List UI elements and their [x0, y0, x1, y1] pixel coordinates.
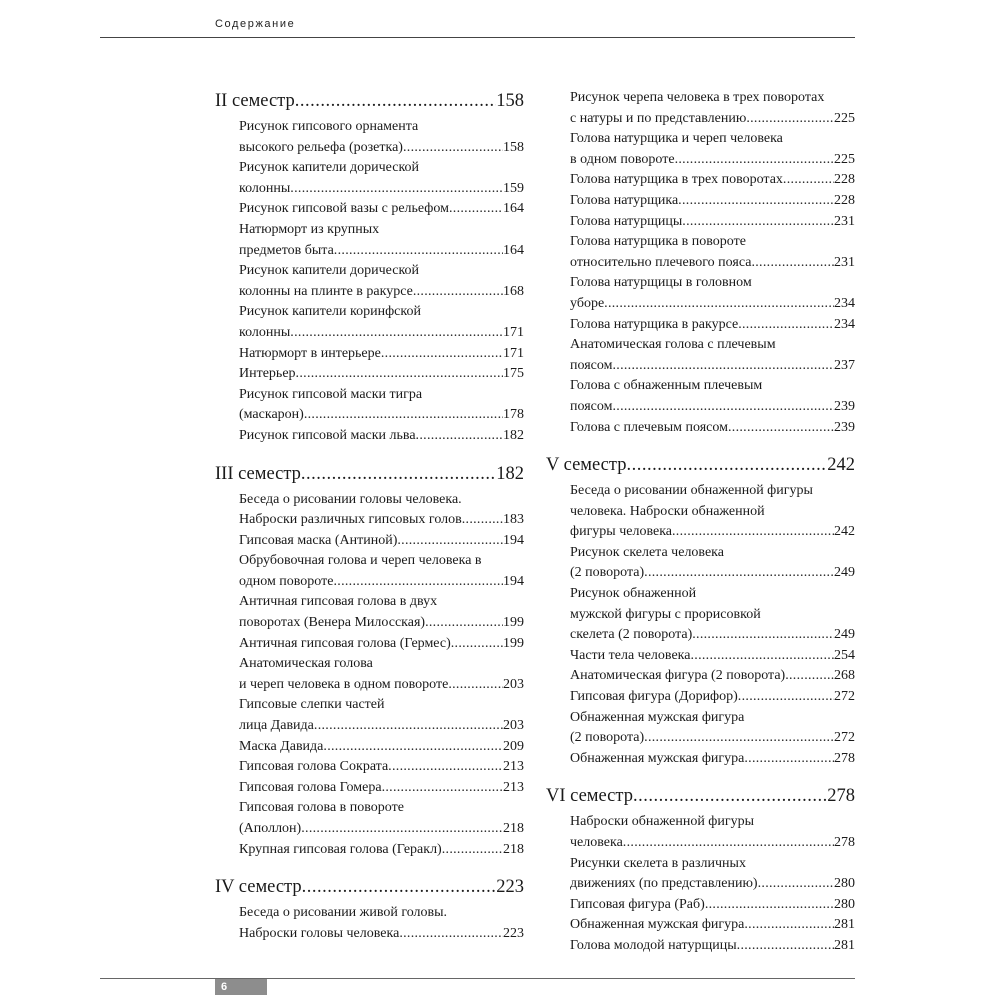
toc-entry-line-text: Античная гипсовая голова (Гермес) — [239, 635, 451, 651]
toc-entry-line — [215, 344, 524, 365]
toc-entry-line-page: 254 — [834, 647, 855, 663]
toc-entry-line — [215, 757, 524, 778]
leader-dots — [416, 426, 503, 447]
toc-entry-line-text: Рисунок гипсового орнамента — [239, 119, 419, 134]
leader-dots — [296, 364, 503, 385]
toc-entry-line-text: Голова с обнаженным плечевым — [570, 378, 763, 394]
toc-entry-line-page: 281 — [834, 917, 855, 933]
toc-entry-line-text: Беседа о рисовании головы человека. — [239, 491, 462, 507]
toc-entry-line-text: и череп человека в одном повороте — [239, 676, 449, 692]
running-header: Содержание — [215, 18, 296, 30]
toc-entry-line-page: 278 — [834, 835, 855, 850]
leader-dots — [397, 531, 503, 552]
toc-entry-line-page: 213 — [503, 759, 524, 775]
toc-entry-line-text: поворотах (Венера Милосская) — [239, 615, 426, 631]
toc-entry-line — [215, 302, 524, 323]
leader-dots — [744, 915, 834, 936]
toc-entry-line — [546, 418, 855, 439]
toc-entry-line — [546, 232, 855, 253]
toc-entry-line-page: 225 — [834, 110, 855, 126]
toc-entry-line-page: 218 — [503, 821, 524, 836]
section-heading-text: V семестр — [546, 455, 627, 476]
toc-entry-line-page: 272 — [834, 689, 855, 705]
toc-entry-line-text: Рисунок скелета человека — [570, 544, 724, 560]
leader-dots — [295, 88, 497, 114]
toc-entry-line-text: Беседа о рисовании обнаженной фигуры — [570, 483, 813, 499]
section-heading — [215, 88, 524, 114]
toc-entry-line-text: Голова натурщицы в головном — [570, 275, 752, 291]
toc-entry-line — [215, 716, 524, 737]
toc-entry-line — [215, 778, 524, 799]
leader-dots — [738, 315, 834, 336]
toc-entry-line-page: 278 — [834, 750, 855, 766]
toc-entry-line-text: Рисунок капители дорической — [239, 160, 420, 176]
toc-entry-line-page: 231 — [834, 213, 855, 229]
toc-entry-line — [215, 220, 524, 241]
toc-entry-line — [546, 749, 855, 770]
toc-entry-line-text: Интерьер — [239, 366, 296, 382]
leader-dots — [382, 778, 503, 799]
toc-entry-line-page: 168 — [503, 283, 524, 299]
toc-entry-line — [546, 129, 855, 150]
toc-entry-line — [215, 737, 524, 758]
page-number: 6 — [215, 979, 267, 995]
toc-entry-line-page: 228 — [834, 172, 855, 188]
toc-entry-line — [546, 833, 855, 854]
leader-dots — [744, 749, 834, 770]
toc-entry-line-text: Голова с плечевым поясом — [570, 419, 728, 435]
toc-entry-line — [546, 481, 855, 502]
leader-dots — [644, 563, 834, 584]
toc-entry-line-page: 231 — [834, 254, 855, 270]
leader-dots — [462, 510, 503, 531]
toc-entry-line — [215, 551, 524, 572]
toc-entry-line-text: Наброски головы человека — [239, 925, 400, 941]
toc-entry-line — [215, 323, 524, 344]
toc-entry-line-text: Крупная гипсовая голова (Геракл) — [239, 841, 442, 857]
leader-dots — [623, 833, 834, 854]
toc-entry-line-page: 239 — [834, 419, 855, 435]
toc-entry-line-text: Голова натурщика и череп человека — [570, 131, 783, 147]
section-heading-page: 223 — [496, 877, 524, 898]
toc-entry-line-page: 183 — [503, 512, 524, 528]
toc-entry-line — [546, 397, 855, 418]
toc-entry-line-text: Обнаженная мужская фигура — [570, 709, 745, 725]
toc-entry-line — [546, 109, 855, 130]
toc-entry-line-page: 249 — [834, 627, 855, 643]
toc-entry-line — [546, 273, 855, 294]
toc-entry-line-text: Наброски обнаженной фигуры — [570, 814, 755, 830]
toc-entry-line-text: высокого рельефа (розетка) — [239, 139, 403, 155]
toc-entry-line-text: Рисунок гипсовой вазы с рельефом — [239, 201, 449, 217]
leader-dots — [399, 924, 503, 945]
toc-entry-line — [546, 253, 855, 274]
section-heading-text: VI семестр — [546, 786, 633, 807]
section-heading — [546, 452, 855, 478]
toc-entry-line — [215, 695, 524, 716]
toc-entry-line-text: Беседа о рисовании живой головы. — [239, 905, 448, 921]
leader-dots — [301, 461, 496, 487]
toc-entry-line — [215, 405, 524, 426]
leader-dots — [692, 625, 834, 646]
toc-entry-line-text: Рисунок черепа человека в трех поворотах — [570, 90, 825, 105]
toc-entry-line-text: Голова натурщика — [570, 192, 679, 208]
toc-entry-line — [215, 385, 524, 406]
toc-entry-line-page: 194 — [503, 532, 524, 548]
section-heading-page: 242 — [827, 455, 855, 476]
toc-entry-line — [546, 895, 855, 916]
section-heading-text: II семестр — [215, 91, 295, 111]
toc-entry-line-page: 281 — [834, 937, 855, 953]
leader-dots — [746, 109, 834, 130]
toc-entry-line — [215, 282, 524, 303]
toc-entry-line — [215, 426, 524, 447]
toc-entry-line-text: Анатомическая голова с плечевым — [570, 337, 776, 353]
toc-right-column — [546, 88, 855, 957]
toc-entry-line — [215, 924, 524, 945]
section-heading — [215, 874, 524, 900]
toc-entry-line-page: 158 — [503, 139, 524, 155]
leader-dots — [612, 356, 834, 377]
section-heading-page: 182 — [496, 463, 524, 484]
toc-entry-line-page: 280 — [834, 876, 855, 892]
leader-dots — [290, 179, 503, 200]
toc-entry-line-page: 175 — [503, 366, 524, 382]
toc-entry-line — [215, 241, 524, 262]
toc-entry-line — [546, 294, 855, 315]
toc-entry-line-text: Голова натурщика в трех поворотах — [570, 172, 783, 188]
toc-entry-line-text: с натуры и по представлению — [570, 110, 747, 126]
toc-entry-line — [546, 150, 855, 171]
toc-entry-line — [215, 613, 524, 634]
toc-entry-line-text: движениях (по представлению) — [570, 876, 758, 892]
toc-entry-line — [546, 708, 855, 729]
toc-entry-line — [215, 179, 524, 200]
toc-entry-line-text: уборе — [570, 295, 605, 311]
toc-entry-line-text: Части тела человека — [570, 647, 691, 663]
toc-entry-line — [546, 88, 855, 109]
toc-entry-line — [215, 654, 524, 675]
toc-entry-line-page: 234 — [834, 316, 855, 332]
toc-entry-line-text: Натюрморт из крупных — [239, 221, 380, 237]
toc-entry-line-text: Обнаженная мужская фигура — [570, 750, 745, 766]
toc-entry-line-text: в одном повороте — [570, 151, 675, 167]
toc-entry-line — [546, 728, 855, 749]
toc-entry-line-page: 171 — [503, 324, 524, 340]
leader-dots — [290, 323, 503, 344]
toc-entry-line — [546, 854, 855, 875]
toc-entry-line — [546, 356, 855, 377]
toc-entry-line-text: Обнаженная мужская фигура — [570, 917, 745, 933]
leader-dots — [728, 418, 834, 439]
toc-entry-line-page: 268 — [834, 668, 855, 684]
toc-entry-line-text: Гипсовая голова в повороте — [239, 800, 404, 816]
leader-dots — [448, 675, 503, 696]
leader-dots — [678, 191, 834, 212]
leader-dots — [388, 757, 503, 778]
toc-entry-line-text: относительно плечевого пояса — [570, 254, 752, 270]
toc-entry-line-page: 178 — [503, 407, 524, 423]
toc-left-column — [215, 88, 524, 944]
toc-entry-line-text: поясом — [570, 398, 613, 414]
toc-entry-line-text: Голова натурщика в повороте — [570, 234, 746, 250]
leader-dots — [675, 150, 834, 171]
toc-entry-line — [215, 261, 524, 282]
toc-entry-line-text: лица Давида — [239, 718, 314, 734]
header-rule — [100, 37, 855, 38]
leader-dots — [451, 634, 503, 655]
toc-entry-line-text: Анатомическая голова — [239, 656, 373, 672]
leader-dots — [672, 522, 834, 543]
section-heading — [215, 461, 524, 487]
toc-entry-line — [215, 592, 524, 613]
leader-dots — [783, 170, 834, 191]
toc-entry-line-page: 194 — [503, 573, 524, 589]
leader-dots — [403, 138, 503, 159]
toc-entry-line-page: 203 — [503, 676, 524, 692]
toc-entry-line-page: 218 — [503, 841, 524, 857]
toc-entry-line-text: поясом — [570, 357, 613, 373]
toc-entry-line-page: 237 — [834, 357, 855, 373]
section-heading-page: 278 — [827, 786, 855, 807]
leader-dots — [334, 241, 503, 262]
leader-dots — [644, 728, 834, 749]
leader-dots — [626, 452, 827, 478]
toc-entry-line — [546, 687, 855, 708]
toc-entry-line-text: человека — [570, 835, 623, 850]
leader-dots — [604, 294, 834, 315]
toc-entry-line — [215, 531, 524, 552]
leader-dots — [333, 572, 503, 593]
footer-rule — [100, 978, 855, 979]
leader-dots — [323, 737, 503, 758]
toc-entry-line — [546, 625, 855, 646]
toc-entry-line — [546, 212, 855, 233]
toc-entry-line-text: Маска Давида — [239, 738, 324, 754]
toc-entry-line-text: предметов быта — [239, 242, 334, 258]
leader-dots — [314, 716, 503, 737]
leader-dots — [442, 840, 503, 861]
toc-entry-line — [546, 812, 855, 833]
toc-entry-line-text: Гипсовые слепки частей — [239, 697, 385, 713]
toc-entry-line — [546, 563, 855, 584]
toc-entry-line — [215, 199, 524, 220]
toc-entry-line-page: 182 — [503, 427, 524, 443]
section-heading-page: 158 — [496, 91, 524, 111]
toc-entry-line — [546, 191, 855, 212]
toc-entry-line-text: Гипсовая фигура (Дорифор) — [570, 689, 738, 705]
toc-entry-line — [546, 874, 855, 895]
toc-entry-line-text: Натюрморт в интерьере — [239, 345, 381, 361]
toc-entry-line-page: 203 — [503, 718, 524, 734]
toc-entry-line-text: Гипсовая фигура (Раб) — [570, 896, 705, 912]
section-heading-text: III семестр — [215, 463, 301, 484]
leader-dots — [302, 874, 497, 900]
toc-entry-line-text: фигуры человека — [570, 524, 672, 540]
toc-entry-line — [215, 572, 524, 593]
toc-entry-line — [546, 936, 855, 957]
toc-entry-line-text: (2 поворота) — [570, 730, 645, 746]
toc-entry-line-page: 199 — [503, 635, 524, 651]
toc-entry-line — [215, 117, 524, 138]
toc-entry-line — [546, 502, 855, 523]
leader-dots — [413, 282, 503, 303]
toc-entry-line — [215, 490, 524, 511]
toc-entry-line — [215, 675, 524, 696]
leader-dots — [738, 687, 834, 708]
toc-entry-line-page: 225 — [834, 151, 855, 167]
toc-entry-line-text: Рисунок гипсовой маски льва — [239, 427, 416, 443]
toc-entry-line — [546, 666, 855, 687]
toc-entry-line-text: Анатомическая фигура (2 поворота) — [570, 668, 786, 684]
toc-entry-line-text: Античная гипсовая голова в двух — [239, 594, 438, 610]
toc-entry-line-page: 228 — [834, 192, 855, 208]
leader-dots — [425, 613, 503, 634]
toc-entry-line — [215, 510, 524, 531]
toc-entry-line-text: колонны — [239, 324, 291, 340]
toc-entry-line-text: Голова натурщицы — [570, 213, 683, 229]
leader-dots — [304, 405, 503, 426]
toc-entry-line — [215, 840, 524, 861]
toc-entry-line-text: человека. Наброски обнаженной — [570, 503, 765, 519]
toc-entry-line-text: Голова молодой натурщицы — [570, 937, 737, 953]
toc-entry-line — [215, 158, 524, 179]
toc-entry-line — [546, 915, 855, 936]
toc-entry-line — [546, 170, 855, 191]
toc-entry-line-page: 223 — [503, 925, 524, 941]
toc-entry-line-text: Голова натурщика в ракурсе — [570, 316, 739, 332]
toc-entry-line — [215, 634, 524, 655]
section-heading — [546, 783, 855, 809]
toc-entry-line — [546, 543, 855, 564]
toc-entry-line-text: Рисунок обнаженной — [570, 586, 697, 602]
leader-dots — [785, 666, 834, 687]
toc-entry-line-page: 159 — [503, 180, 524, 196]
toc-entry-line-page: 280 — [834, 896, 855, 912]
toc-entry-line — [215, 138, 524, 159]
toc-entry-line — [546, 315, 855, 336]
toc-entry-line-text: скелета (2 поворота) — [570, 627, 693, 643]
toc-entry-line-text: (2 поворота) — [570, 565, 645, 581]
toc-entry-line — [546, 584, 855, 605]
toc-entry-line — [215, 364, 524, 385]
toc-entry-line-text: колонны на плинте в ракурсе — [239, 283, 413, 299]
toc-entry-line — [546, 376, 855, 397]
toc-entry-line-page: 164 — [503, 242, 524, 258]
section-heading-text: IV семестр — [215, 877, 302, 898]
toc-entry-line-text: Гипсовая голова Сократа — [239, 759, 389, 775]
toc-entry-line-text: Гипсовая голова Гомера — [239, 779, 382, 795]
toc-entry-line-page: 199 — [503, 615, 524, 631]
toc-entry-line-text: одном повороте — [239, 573, 334, 589]
toc-entry-line-text: Рисунок гипсовой маски тигра — [239, 386, 423, 402]
leader-dots — [301, 819, 503, 840]
toc-entry-line — [546, 646, 855, 667]
toc-entry-line-page: 164 — [503, 201, 524, 217]
leader-dots — [751, 253, 834, 274]
toc-entry-line-text: Гипсовая маска (Антиной) — [239, 532, 398, 548]
toc-entry-line-text: Рисунки скелета в различных — [570, 855, 746, 871]
leader-dots — [705, 895, 834, 916]
toc-entry-line-page: 249 — [834, 565, 855, 581]
toc-entry-line-page: 272 — [834, 730, 855, 746]
leader-dots — [690, 646, 834, 667]
toc-entry-line-text: мужской фигуры с прорисовкой — [570, 606, 761, 622]
leader-dots — [449, 199, 503, 220]
leader-dots — [633, 783, 827, 809]
toc-entry-line — [215, 798, 524, 819]
toc-entry-line — [546, 522, 855, 543]
toc-entry-line-page: 242 — [834, 524, 855, 540]
toc-entry-line — [215, 903, 524, 924]
toc-entry-line-text: Рисунок капители коринфской — [239, 304, 421, 320]
toc-entry-line-text: Наброски различных гипсовых голов — [239, 512, 462, 528]
toc-entry-line-text: колонны — [239, 180, 291, 196]
leader-dots — [682, 212, 834, 233]
toc-entry-line-page: 209 — [503, 738, 524, 754]
toc-entry-line — [215, 819, 524, 840]
leader-dots — [381, 344, 503, 365]
toc-entry-line-text: Рисунок капители дорической — [239, 263, 420, 279]
toc-entry-line-page: 171 — [503, 345, 524, 361]
toc-entry-line — [546, 335, 855, 356]
toc-entry-line-page: 213 — [503, 779, 524, 795]
toc-entry-line-page: 239 — [834, 398, 855, 414]
toc-entry-line-text: (Аполлон) — [239, 821, 302, 836]
toc-entry-line — [546, 605, 855, 626]
leader-dots — [737, 936, 834, 957]
leader-dots — [612, 397, 834, 418]
toc-entry-line-page: 234 — [834, 295, 855, 311]
toc-entry-line-text: (маскарон) — [239, 407, 304, 423]
leader-dots — [758, 874, 834, 895]
toc-entry-line-text: Обрубовочная голова и череп человека в — [239, 553, 482, 569]
